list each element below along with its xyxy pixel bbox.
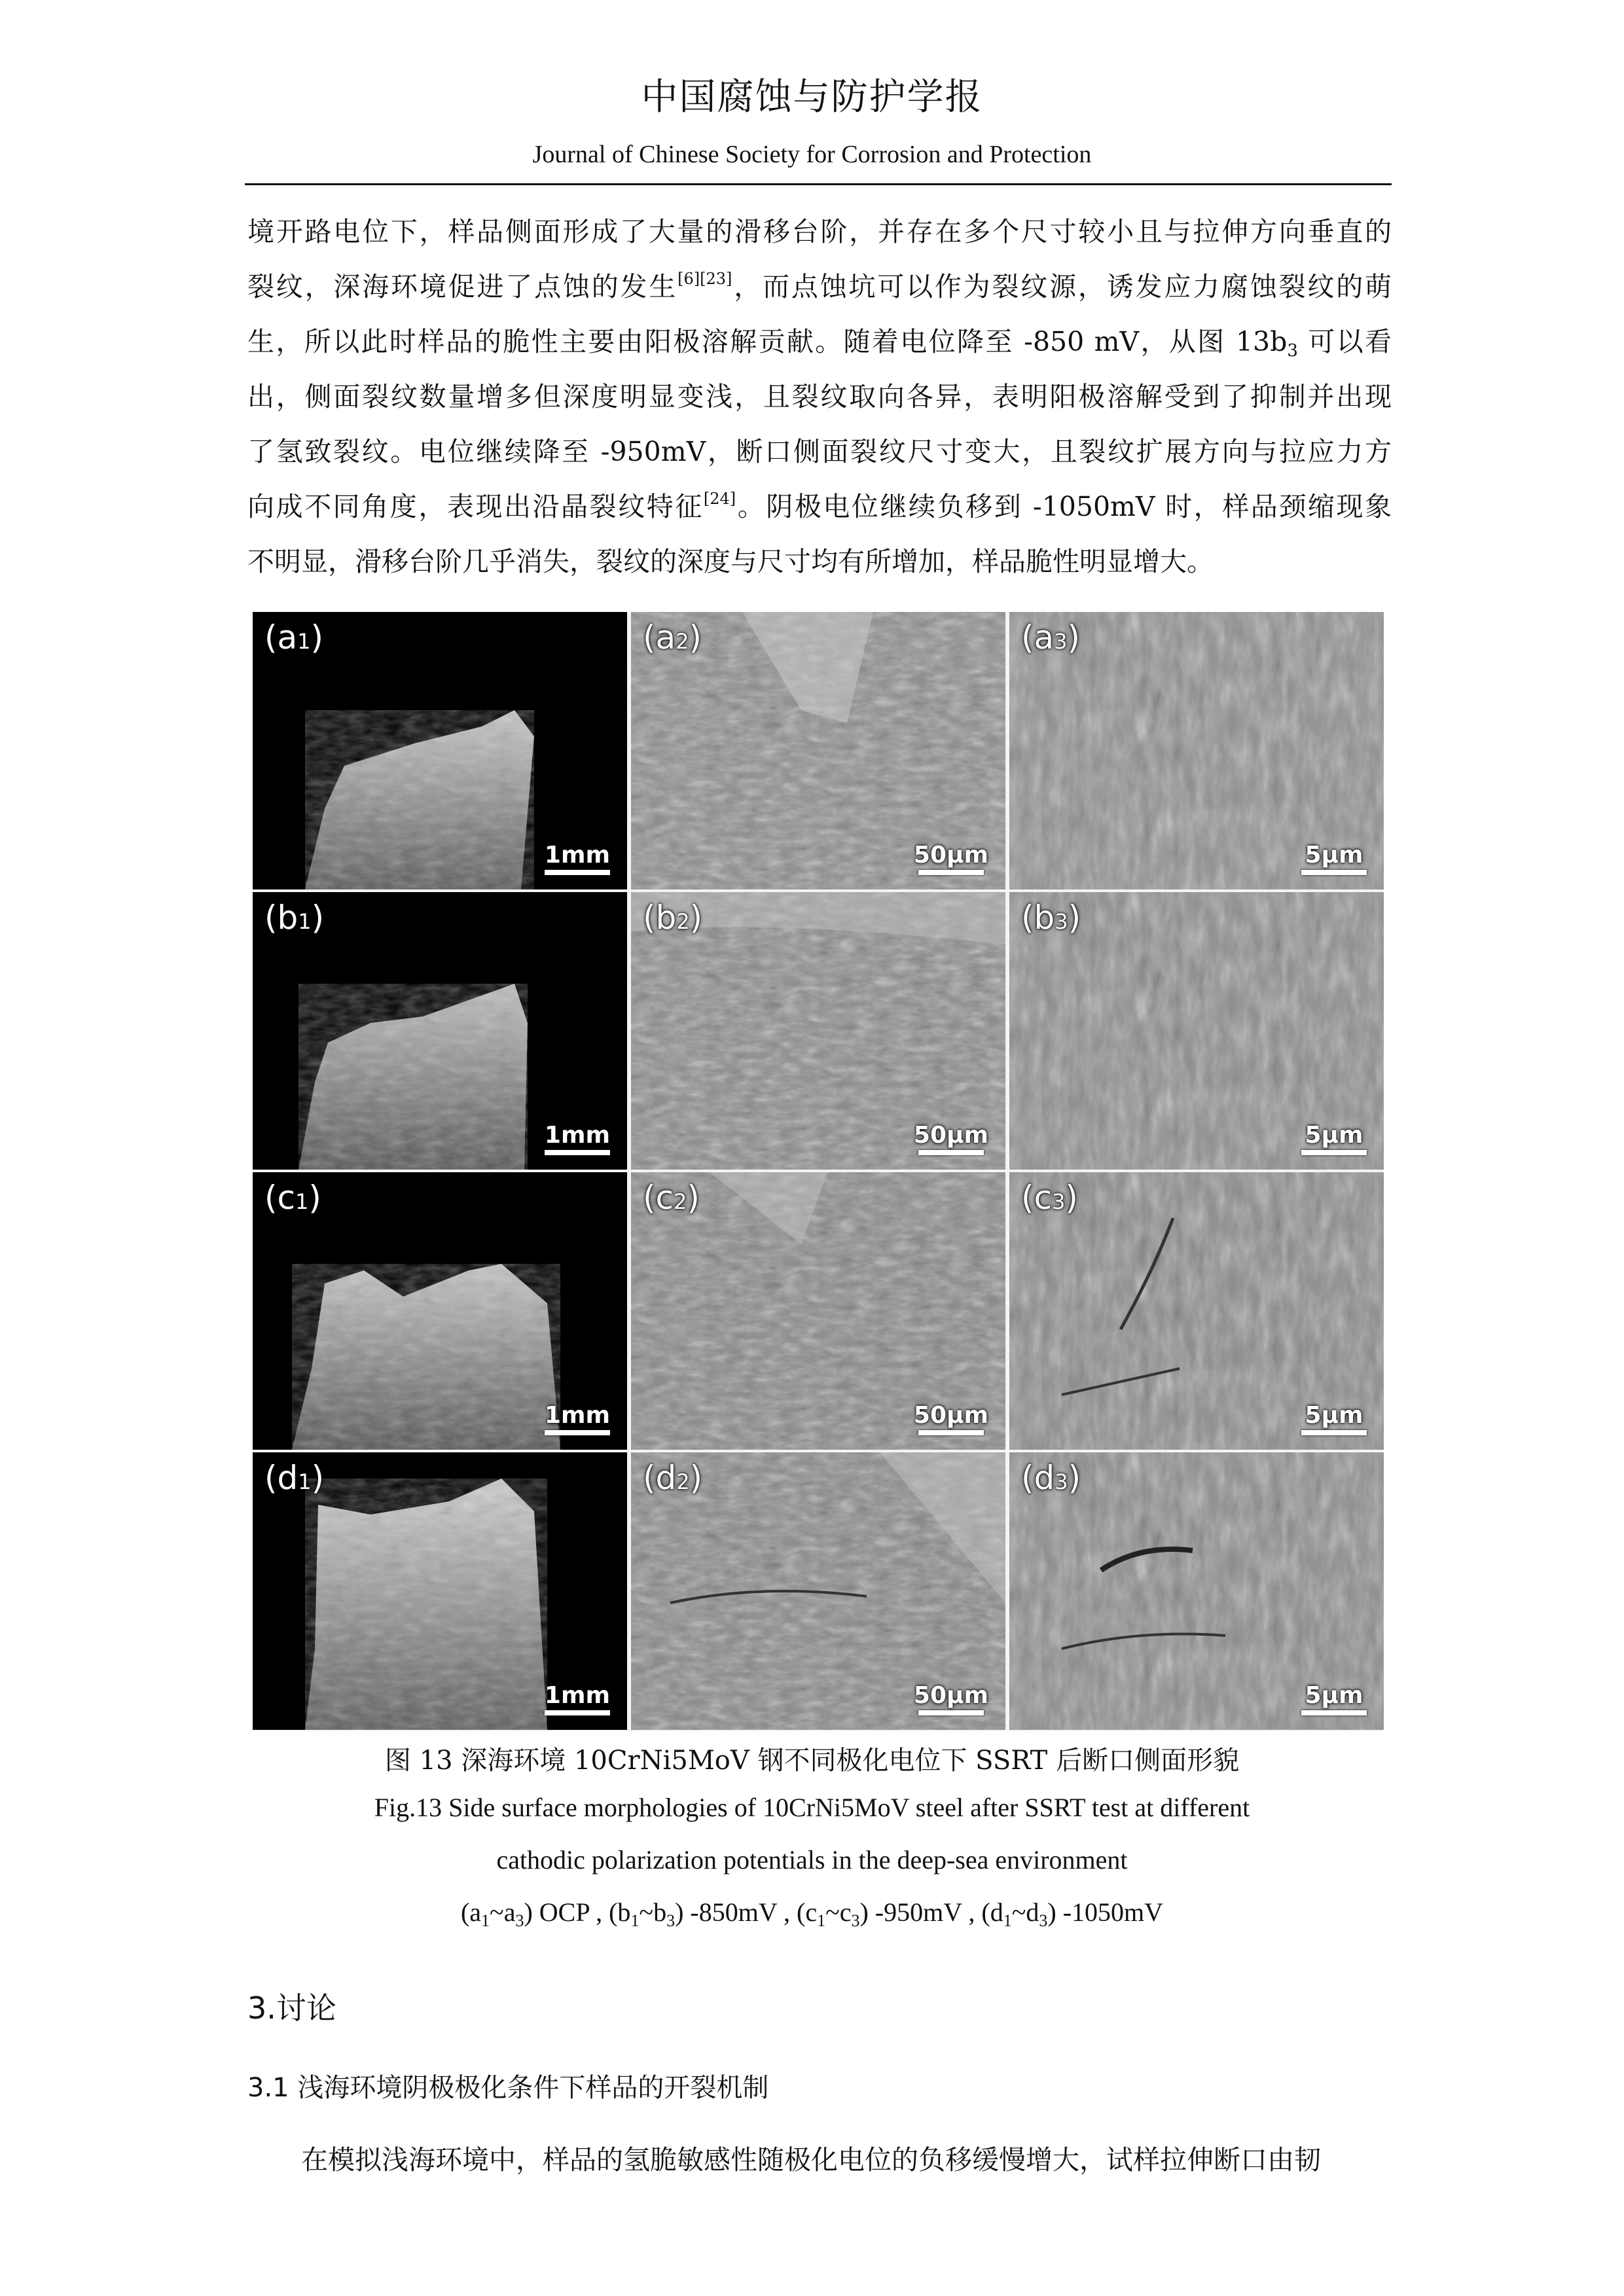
sem-panel-c2 bbox=[631, 1172, 1005, 1450]
text-line: 境开路电位下，样品侧面形成了大量的滑移台阶，并存在多个尺寸较小且与拉伸方向垂直的 bbox=[247, 216, 1392, 247]
scale-bar: 50μm bbox=[914, 1402, 988, 1435]
panel-label: (c3) bbox=[1021, 1179, 1078, 1217]
panel-label: (b3) bbox=[1021, 899, 1081, 937]
scale-bar: 1mm bbox=[545, 1402, 610, 1435]
sem-figure-grid bbox=[253, 612, 1384, 1731]
text-line: 向成不同角度，表现出沿晶裂纹特征[24]。阴极电位继续负移到 -1050mV 时，样品颈缩现象 bbox=[247, 490, 1392, 522]
header-rule bbox=[245, 183, 1392, 185]
figure-caption-en: Fig.13 Side surface morphologies of 10CrNi5MoV steel after SSRT test at different bbox=[374, 1793, 1250, 1822]
panel-label: (d3) bbox=[1021, 1459, 1081, 1497]
panel-label: (b2) bbox=[643, 899, 703, 937]
citation-ref: [24] bbox=[703, 490, 736, 508]
panel-label: (b1) bbox=[264, 899, 325, 937]
scale-bar: 5μm bbox=[1301, 842, 1367, 875]
sem-panel-b3 bbox=[1009, 892, 1384, 1170]
scale-bar: 1mm bbox=[545, 1122, 610, 1155]
sem-panel-d3 bbox=[1009, 1452, 1384, 1730]
scale-bar: 5μm bbox=[1301, 1682, 1367, 1715]
panel-label: (c1) bbox=[264, 1179, 321, 1217]
scale-bar: 50μm bbox=[914, 1682, 988, 1715]
citation-ref: [6][23] bbox=[677, 270, 732, 288]
panel-label: (c2) bbox=[643, 1179, 700, 1217]
sem-panel-b1 bbox=[253, 892, 627, 1170]
scale-bar: 1mm bbox=[545, 842, 610, 875]
sem-panel-c3 bbox=[1009, 1172, 1384, 1450]
text-line: 了氢致裂纹。电位继续降至 -950mV，断口侧面裂纹尺寸变大，且裂纹扩展方向与拉应力方 bbox=[247, 436, 1392, 467]
panel-label: (a3) bbox=[1021, 619, 1081, 656]
sem-panel-a3 bbox=[1009, 612, 1384, 889]
scale-bar: 5μm bbox=[1301, 1122, 1367, 1155]
panel-label: (d1) bbox=[264, 1459, 325, 1497]
sem-panel-c1 bbox=[253, 1172, 627, 1450]
panel-label: (a1) bbox=[264, 619, 324, 656]
sem-panel-d2 bbox=[631, 1452, 1005, 1730]
figure-caption-cn: 图 13 深海环境 10CrNi5MoV 钢不同极化电位下 SSRT 后断口侧面形貌 bbox=[384, 1746, 1240, 1776]
text-line: 生，所以此时样品的脆性主要由阳极溶解贡献。随着电位降至 -850 mV，从图 $13b_3$ 可以看 bbox=[247, 326, 1392, 361]
body-paragraph: 在模拟浅海环境中，样品的氢脆敏感性随极化电位的负移缓慢增大，试样拉伸断口由韧 bbox=[301, 2144, 1321, 2176]
sem-panel-a2 bbox=[631, 612, 1005, 889]
scale-bar: 50μm bbox=[914, 842, 988, 875]
scale-bar: 50μm bbox=[914, 1122, 988, 1155]
intro-paragraph bbox=[247, 204, 1392, 589]
sem-panel-d1 bbox=[253, 1452, 627, 1730]
text-line: 裂纹，深海环境促进了点蚀的发生[6][23]，而点蚀坑可以作为裂纹源，诱发应力腐蚀裂纹的萌 bbox=[247, 270, 1392, 302]
text-line: 出，侧面裂纹数量增多但深度明显变浅，且裂纹取向各异，表明阳极溶解受到了抑制并出现 bbox=[247, 381, 1392, 412]
subsection-heading: 3.1 浅海环境阴极极化条件下样品的开裂机制 bbox=[247, 2073, 769, 2103]
sem-panel-a1 bbox=[253, 612, 627, 889]
scale-bar: 5μm bbox=[1301, 1402, 1367, 1435]
figure-caption-en: cathodic polarization potentials in the deep-sea environment bbox=[496, 1845, 1128, 1874]
panel-label: (d2) bbox=[643, 1459, 703, 1497]
journal-title-en: Journal of Chinese Society for Corrosion and Protection bbox=[532, 141, 1092, 168]
text-line: 不明显，滑移台阶几乎消失，裂纹的深度与尺寸均有所增加，样品脆性明显增大。 bbox=[247, 546, 1214, 577]
section-heading: 3.讨论 bbox=[247, 1990, 336, 2026]
figure-caption-conditions: $(a_1\sim a_3)$ OCP , $(b_1\sim b_3)$ -850mV , $(c_1\sim c_3)$ -950mV , $(d_1\sim d_3)$ -1050mV bbox=[460, 1897, 1164, 1930]
journal-title-cn: 中国腐蚀与防护学报 bbox=[641, 76, 983, 118]
panel-label: (a2) bbox=[643, 619, 702, 656]
scale-bar: 1mm bbox=[545, 1682, 610, 1715]
sem-panel-b2 bbox=[631, 892, 1005, 1170]
